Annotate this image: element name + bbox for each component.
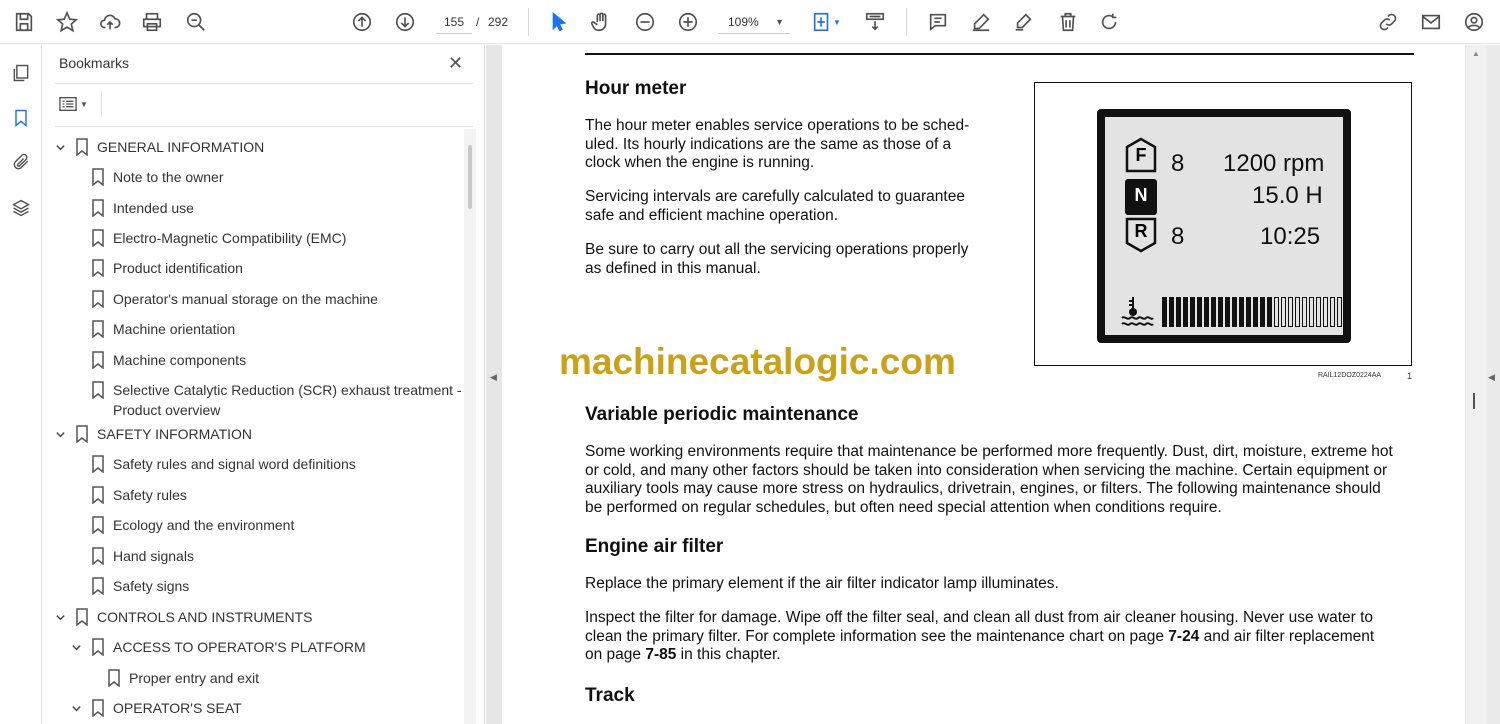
gauge-segment: [1316, 297, 1321, 327]
header-rule: [585, 53, 1414, 55]
heading-engine-air-filter: Engine air filter: [585, 536, 724, 557]
panel-title: Bookmarks: [59, 55, 130, 71]
bookmark-icon: [91, 168, 105, 186]
layers-icon[interactable]: [9, 196, 33, 220]
bookmark-icon: [91, 486, 105, 504]
text-line: or cold, and many other factors should be taken into consideration when servicing the machine. Certain equipment or: [585, 461, 1388, 479]
bookmark-label: Machine components: [113, 352, 247, 368]
bookmark-item[interactable]: [71, 400, 465, 420]
bookmark-item[interactable]: [71, 454, 465, 474]
text-line: Some working environments require that maintenance be performed more frequently. Dust, dirt, moisture, extreme hot: [585, 443, 1393, 460]
bookmark-label: ACCESS TO OPERATOR'S PLATFORM: [113, 639, 366, 655]
bookmark-item[interactable]: [55, 137, 465, 157]
bookmark-label: Product overview: [113, 402, 221, 418]
text-line: The hour meter enables service operations to be sched-: [585, 117, 970, 134]
gauge-segment: [1218, 297, 1223, 327]
gauge-segment: [1330, 297, 1335, 327]
scroll-mode-icon[interactable]: [862, 9, 888, 35]
gauge-segment: [1232, 297, 1237, 327]
reverse-gear-letter: R: [1134, 221, 1148, 241]
gauge-segment: [1169, 297, 1174, 327]
gauge-segment: [1309, 297, 1314, 327]
bookmark-icon: [75, 138, 89, 156]
bookmark-icon: [91, 516, 105, 534]
gauge-segment: [1281, 297, 1286, 327]
comment-icon[interactable]: [925, 9, 951, 35]
bookmark-label: Machine orientation: [113, 321, 236, 337]
sign-icon[interactable]: [1011, 9, 1037, 35]
text-line: Be sure to carry out all the servicing operations properly: [585, 241, 969, 258]
gauge-segment: [1211, 297, 1216, 327]
divider: [101, 91, 102, 117]
gauge-segment: [1302, 297, 1307, 327]
highlight-pen-icon[interactable]: [968, 9, 994, 35]
list-icon: [59, 96, 77, 112]
page-up-icon[interactable]: [349, 9, 375, 35]
text-line: Inspect the filter for damage. Wipe off the filter seal, and clean all dust from air cleaner housing. Never use water to: [585, 609, 1374, 626]
bookmark-label: Safety rules: [113, 487, 187, 503]
bookmark-icon: [75, 425, 89, 443]
save-icon[interactable]: [11, 9, 37, 35]
gauge-segment: [1176, 297, 1181, 327]
share-link-icon[interactable]: [1375, 9, 1401, 35]
bookmark-item[interactable]: [71, 167, 465, 187]
chevron-down-icon: ▼: [80, 99, 88, 109]
heading-variable-maintenance: Variable periodic maintenance: [585, 404, 859, 425]
bookmark-item[interactable]: [71, 546, 465, 566]
bookmark-icon: [91, 229, 105, 247]
gauge-segment: [1197, 297, 1202, 327]
fit-page-icon[interactable]: ▼: [808, 9, 844, 35]
bookmark-item[interactable]: [71, 698, 465, 718]
text-line: uled. Its hourly indications are the same as those of a: [585, 135, 952, 153]
text-line: Servicing intervals are carefully calculated to guarantee: [585, 188, 965, 205]
bookmark-item[interactable]: [87, 668, 465, 688]
gauge-segment: [1246, 297, 1251, 327]
bookmark-label: Safety rules and signal word definitions: [113, 456, 356, 472]
text-line: auxiliary tools may cause more stress on hydraulics, drivetrain, engines, or filters. The following maintenance should: [585, 480, 1381, 498]
gauge-segment: [1239, 297, 1244, 327]
pdf-page: [502, 45, 1465, 724]
redo-icon[interactable]: [1097, 9, 1123, 35]
bookmark-item[interactable]: [71, 576, 465, 596]
bookmark-icon: [91, 381, 105, 399]
toolbar-divider: [906, 8, 907, 36]
bookmark-item[interactable]: [71, 485, 465, 505]
gauge-segment: [1204, 297, 1209, 327]
bookmark-panel-icon[interactable]: [9, 106, 33, 130]
text-line: [585, 628, 1415, 647]
select-cursor-icon[interactable]: [546, 9, 572, 35]
chevron-down-icon[interactable]: [53, 424, 67, 444]
bookmark-label: Product identification: [113, 260, 243, 276]
bookmark-icon: [91, 290, 105, 308]
bookmark-icon: [91, 638, 105, 656]
figure-code: RAIL12DOZ0224AA: [1318, 372, 1382, 379]
forward-gear-value: 8: [1171, 150, 1185, 177]
bookmark-label: Operator's manual storage on the machine: [113, 291, 378, 307]
bookmark-item[interactable]: [71, 198, 465, 218]
upload-cloud-icon[interactable]: [97, 9, 123, 35]
page-reference-link[interactable]: 7-24: [1168, 627, 1200, 645]
expand-right-panel-icon[interactable]: ◀: [1488, 372, 1495, 382]
gauge-segment: [1253, 297, 1258, 327]
figure-number: 1: [1407, 371, 1413, 381]
bookmark-label: Electro-Magnetic Compatibility (EMC): [113, 230, 347, 246]
toolbar: [0, 0, 1500, 44]
bookmark-label: Ecology and the environment: [113, 517, 295, 533]
zoom-select[interactable]: [718, 10, 790, 34]
panel-scrollbar-track[interactable]: [464, 129, 476, 724]
forward-gear-letter: F: [1135, 145, 1147, 165]
zoom-value: 109%: [728, 15, 759, 29]
text-line: [585, 646, 1415, 665]
right-panel-edge: [1486, 45, 1500, 724]
bookmark-item[interactable]: [71, 515, 465, 535]
pages-thumbnail-icon[interactable]: [9, 61, 33, 85]
gauge-segment: [1323, 297, 1328, 327]
bookmark-label: SAFETY INFORMATION: [97, 426, 253, 442]
divider: [55, 126, 473, 127]
panel-scrollbar-thumb[interactable]: [468, 145, 472, 209]
page-number-input[interactable]: 155: [436, 10, 472, 34]
air-filter-paragraph-1: Replace the primary element if the air filter indicator lamp illuminates.: [585, 575, 1059, 592]
hour-meter-paragraph-3: [585, 241, 995, 278]
neutral-badge: N: [1125, 179, 1157, 215]
chevron-down-icon[interactable]: [69, 698, 83, 718]
bookmark-options-button[interactable]: [59, 93, 95, 115]
bookmark-label: GENERAL INFORMATION: [97, 139, 265, 155]
air-filter-paragraph-2: [585, 609, 1415, 665]
bookmark-item[interactable]: [71, 289, 465, 309]
hours-value: 15.0 H: [1252, 182, 1323, 209]
heading-hour-meter: Hour meter: [585, 78, 687, 99]
text-line: as defined in this manual.: [585, 259, 761, 277]
scrollbar-thumb[interactable]: [1473, 393, 1475, 409]
gauge-segment: [1183, 297, 1188, 327]
bookmark-label: Hand signals: [113, 548, 194, 564]
chevron-down-icon[interactable]: [53, 137, 67, 157]
text-span: clean the primary filter. For complete information see the maintenance chart on page: [585, 627, 1169, 645]
rpm-value: 1200 rpm: [1223, 150, 1325, 177]
hour-meter-paragraph-2: [585, 188, 995, 225]
bookmark-item[interactable]: [55, 424, 465, 444]
star-icon[interactable]: [54, 9, 80, 35]
instrument-display: [1097, 109, 1351, 343]
variable-maintenance-paragraph: [585, 443, 1415, 518]
left-rail: [0, 45, 42, 724]
heading-track: Track: [585, 685, 635, 706]
clock-value: 10:25: [1260, 223, 1321, 250]
account-icon[interactable]: [1461, 9, 1487, 35]
page-separator: /: [476, 15, 480, 29]
bookmark-icon: [91, 577, 105, 595]
hand-tool-icon[interactable]: [588, 9, 614, 35]
bookmark-label: Safety signs: [113, 578, 190, 594]
text-line: clock when the engine is running.: [585, 154, 815, 172]
close-icon[interactable]: ✕: [448, 53, 464, 73]
zoom-out-icon[interactable]: [632, 9, 658, 35]
text-line: safe and efficient machine operation.: [585, 206, 839, 224]
bookmark-icon: [91, 320, 105, 338]
zoom-in-icon[interactable]: [675, 9, 701, 35]
print-icon[interactable]: [139, 9, 165, 35]
bookmark-icon: [91, 699, 105, 717]
coolant-temperature-icon: [1119, 295, 1155, 327]
bookmark-icon: [91, 547, 105, 565]
bookmark-label: Intended use: [113, 200, 194, 216]
reverse-gear-value: 8: [1171, 223, 1185, 250]
bookmark-label: Note to the owner: [113, 169, 224, 185]
gauge-segment: [1190, 297, 1195, 327]
document-scrollbar[interactable]: [1466, 45, 1486, 724]
mail-icon[interactable]: [1418, 9, 1444, 35]
bookmark-item[interactable]: [71, 637, 465, 657]
gauge-segment: [1225, 297, 1230, 327]
bookmark-item[interactable]: [71, 228, 465, 248]
chevron-down-icon[interactable]: [69, 637, 83, 657]
text-span: in this chapter.: [676, 646, 781, 664]
bookmark-label: CONTROLS AND INSTRUMENTS: [97, 609, 313, 625]
temperature-bar-gauge: [1162, 297, 1342, 327]
scroll-up-icon[interactable]: ▲: [1472, 49, 1480, 58]
bookmark-icon: [91, 455, 105, 473]
text-span: and air filter replacement: [1199, 627, 1375, 645]
gauge-segment: [1260, 297, 1265, 327]
text-line: be performed on regular schedules, but often need special attention when conditions require.: [585, 499, 1222, 517]
trash-icon[interactable]: [1055, 9, 1081, 35]
bookmark-item[interactable]: [55, 607, 465, 627]
bookmark-label: Proper entry and exit: [129, 670, 259, 686]
bookmark-icon: [75, 608, 89, 626]
bookmark-icon: [91, 259, 105, 277]
gauge-segment: [1274, 297, 1279, 327]
text-span: on page: [585, 646, 646, 664]
bookmark-item[interactable]: [71, 258, 465, 278]
gauge-segment: [1337, 297, 1342, 327]
bookmark-label: Selective Catalytic Reduction (SCR) exhaust treatment -: [113, 382, 462, 398]
page-down-icon[interactable]: [392, 9, 418, 35]
page-reference-link[interactable]: 7-85: [645, 646, 677, 664]
bookmark-label: OPERATOR'S SEAT: [113, 700, 242, 716]
bookmark-item[interactable]: [71, 350, 465, 370]
page-total: 292: [488, 15, 509, 29]
bookmarks-panel: [43, 45, 485, 724]
chevron-down-icon[interactable]: [53, 607, 67, 627]
display-screen: [1105, 117, 1343, 335]
bookmark-item[interactable]: [71, 319, 465, 339]
gauge-segment: [1288, 297, 1293, 327]
chevron-down-icon: ▼: [775, 17, 784, 27]
watermark: machinecatalogic.com: [559, 341, 956, 382]
gauge-segment: [1162, 297, 1167, 327]
divider: [55, 83, 473, 84]
bookmark-item[interactable]: [71, 380, 465, 400]
toolbar-divider: [528, 8, 529, 36]
hour-meter-paragraph-1: [585, 117, 995, 173]
gauge-segment: [1267, 297, 1272, 327]
collapse-panel-icon[interactable]: ◀: [490, 372, 497, 382]
bookmark-icon: [91, 351, 105, 369]
zoom-search-icon[interactable]: [183, 9, 209, 35]
gauge-segment: [1295, 297, 1300, 327]
attachment-icon[interactable]: [9, 150, 33, 174]
bookmark-icon: [91, 199, 105, 217]
bookmark-icon: [107, 669, 121, 687]
